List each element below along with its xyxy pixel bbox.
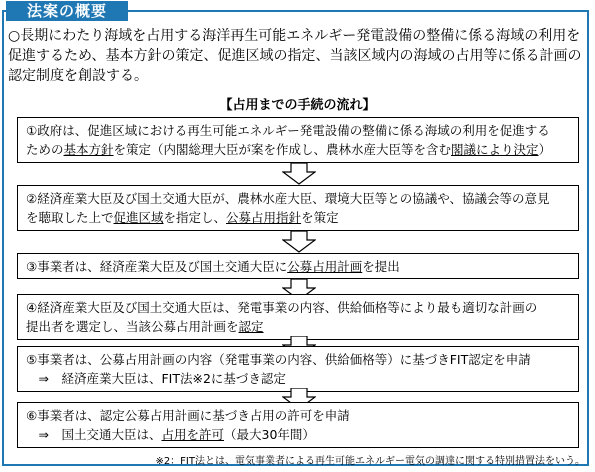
- step-line: ①政府は、促進区域における再生可能エネルギー発電設備の整備に係る海域の利用を促進する: [26, 123, 550, 138]
- underlined-term: 公募占用指針: [226, 210, 302, 225]
- intro-bullet: ○: [8, 28, 21, 44]
- flow-step-3: [17, 253, 579, 279]
- underlined-term: 公募占用計画: [287, 259, 363, 274]
- down-arrow-icon: [282, 163, 316, 185]
- section-title: 法案の概要: [6, 1, 128, 21]
- flow-step-2: [17, 185, 579, 231]
- down-arrow-icon: [282, 231, 316, 253]
- step-line: ②経済産業大臣及び国土交通大臣が、農林水産大臣、環境大臣等との協議や、協議会等の意見: [26, 191, 550, 206]
- flow-step-5: [17, 346, 579, 392]
- step-line: 提出者を選定し、当該公募占用計画を認定: [26, 319, 264, 334]
- underlined-term: 占用を許可: [161, 427, 224, 442]
- flow-step-6: [17, 402, 579, 448]
- step-line: を聴取した上で促進区域を指定し、公募占用指針を策定: [26, 210, 339, 225]
- footnote: ※2：FIT法とは、電気事業者による再生可能エネルギー電気の調達に関する特別措置法をいう。: [155, 456, 585, 467]
- flow-step-4: [17, 294, 579, 340]
- step-line: ⇒ 国土交通大臣は、占用を許可（最大30年間）: [26, 427, 315, 442]
- underlined-term: 閣議により決定: [451, 142, 539, 157]
- intro-text: 長期にわたり海域を占用する海洋再生可能エネルギー発電設備の整備に係る海域の利用を促進するため、基本方針の策定、促進区域の指定、当該区域内の海域の占用等に係る計画の認定制度を創設する。: [8, 28, 582, 84]
- flow-heading: 【占用までの手続の流れ】: [219, 98, 376, 113]
- intro-paragraph: [8, 26, 586, 86]
- step-line: ⇒ 経済産業大臣は、FIT法※2に基づき認定: [26, 371, 286, 386]
- flow-step-1: [17, 117, 579, 163]
- step-line: ③事業者は、経済産業大臣及び国土交通大臣に公募占用計画を提出: [26, 259, 400, 274]
- step-line: ⑥事業者は、認定公募占用計画に基づき占用の許可を申請: [26, 408, 350, 423]
- underlined-term: 促進区域: [113, 210, 164, 225]
- underlined-term: 認定: [238, 319, 264, 334]
- step-line: ための基本方針を策定（内閣総理大臣が案を作成し、農林水産大臣等を含む閣議により決定）: [26, 142, 552, 157]
- step-line: ④経済産業大臣及び国土交通大臣は、発電事業の内容、供給価格等により最も適切な計画の: [26, 300, 538, 315]
- step-line: ⑤事業者は、公募占用計画の内容（発電事業の内容、供給価格等）に基づきFIT認定を申請: [26, 352, 531, 367]
- underlined-term: 基本方針: [63, 142, 114, 157]
